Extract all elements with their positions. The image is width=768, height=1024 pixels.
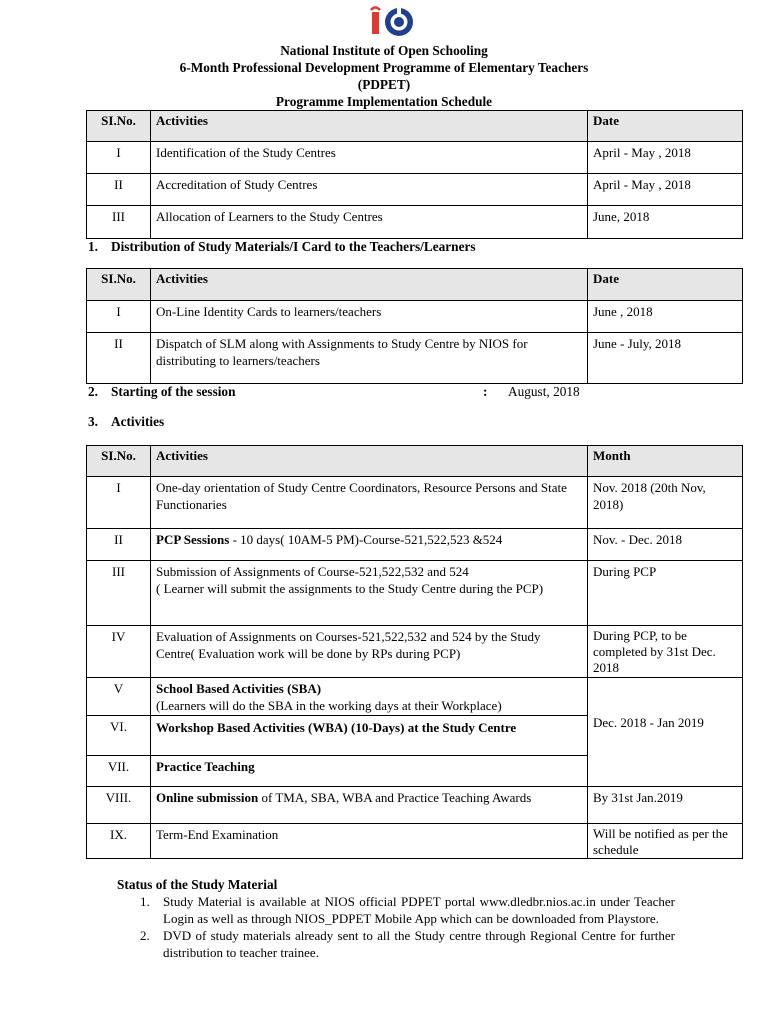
row-month: Nov. 2018 (20th Nov, 2018)	[588, 477, 743, 529]
header-date: Date	[588, 269, 743, 301]
table-row	[87, 174, 743, 206]
header-slno: SI.No.	[87, 446, 151, 477]
row-activity: Dispatch of SLM along with Assignments to Study Centre by NIOS for distributing to learners/teachers	[151, 333, 588, 384]
session-start-date: August, 2018	[508, 384, 580, 399]
item-text: DVD of study materials already sent to all the Study centre through Regional Centre for further distribution to teacher trainee.	[163, 928, 675, 960]
row-slno: II	[87, 333, 151, 384]
activity-bold: School Based Activities (SBA)	[156, 681, 322, 696]
row-activity	[151, 787, 588, 824]
table-row	[87, 787, 743, 824]
header-activities: Activities	[151, 446, 588, 477]
table-row	[87, 206, 743, 239]
activity-bold: Online submission	[156, 790, 259, 805]
row-slno: V	[87, 678, 151, 716]
row-activity	[151, 529, 588, 561]
nios-logo	[367, 5, 423, 41]
table-row	[87, 477, 743, 529]
activity-text: Submission of Assignments of Course-521,522,532 and 524	[156, 564, 469, 579]
activity-text: - 10 days( 10AM-5 PM)-Course-521,522,523 &524	[229, 532, 503, 547]
activities-table	[86, 445, 743, 859]
table-header-row	[87, 446, 743, 477]
section-number: 2.	[88, 384, 98, 399]
list-item	[140, 927, 675, 961]
row-date: April - May , 2018	[588, 174, 743, 206]
row-date: June , 2018	[588, 301, 743, 333]
row-activity: Practice Teaching	[151, 756, 588, 787]
row-month: During PCP	[588, 561, 743, 626]
merged-month-cell: Dec. 2018 - Jan 2019	[588, 678, 743, 787]
section-number: 3.	[88, 414, 98, 429]
header-slno: SI.No.	[87, 111, 151, 142]
header-activities: Activities	[151, 269, 588, 301]
section-title: Starting of the session	[111, 384, 236, 399]
table-row	[87, 333, 743, 384]
section-2-heading	[88, 384, 235, 400]
table-header-row	[87, 269, 743, 301]
table-row	[87, 824, 743, 859]
row-slno: VII.	[87, 756, 151, 787]
table-row	[87, 142, 743, 174]
row-slno: I	[87, 301, 151, 333]
row-activity: Term-End Examination	[151, 824, 588, 859]
row-slno: III	[87, 561, 151, 626]
table-row	[87, 678, 743, 716]
row-slno: IV	[87, 626, 151, 678]
schedule-table-centres	[86, 110, 743, 239]
row-date: April - May , 2018	[588, 142, 743, 174]
row-activity: On-Line Identity Cards to learners/teachers	[151, 301, 588, 333]
status-heading: Status of the Study Material	[117, 877, 278, 892]
item-number: 2.	[140, 928, 150, 943]
section-title: Activities	[111, 414, 165, 429]
row-activity: One-day orientation of Study Centre Coordinators, Resource Persons and State Functionaries	[151, 477, 588, 529]
row-activity: Workshop Based Activities (WBA) (10-Days) at the Study Centre	[151, 716, 588, 756]
row-slno: III	[87, 206, 151, 239]
table-row	[87, 561, 743, 626]
item-number: 1.	[140, 894, 150, 909]
status-list	[140, 893, 675, 961]
row-activity	[151, 561, 588, 626]
row-month: Nov. - Dec. 2018	[588, 529, 743, 561]
activity-note: ( Learner will submit the assignments to the Study Centre during the PCP)	[156, 581, 544, 596]
row-slno: IX.	[87, 824, 151, 859]
row-slno: I	[87, 477, 151, 529]
header-slno: SI.No.	[87, 269, 151, 301]
row-date: June - July, 2018	[588, 333, 743, 384]
table-row	[87, 626, 743, 678]
row-slno: II	[87, 174, 151, 206]
schedule-table-distribution	[86, 268, 743, 384]
row-activity: Allocation of Learners to the Study Centres	[151, 206, 588, 239]
row-slno: I	[87, 142, 151, 174]
row-month: During PCP, to be completed by 31st Dec. 2018	[588, 626, 743, 678]
row-month: Will be notified as per the schedule	[588, 824, 743, 859]
session-colon: :	[483, 384, 488, 399]
row-activity: Accreditation of Study Centres	[151, 174, 588, 206]
institute-name: National Institute of Open Schooling	[280, 43, 488, 58]
section-3-heading	[88, 414, 164, 430]
row-date: June, 2018	[588, 206, 743, 239]
programme-abbr: (PDPET)	[357, 77, 411, 92]
programme-name: 6-Month Professional Development Programme of Elementary Teachers	[179, 60, 589, 75]
table-row	[87, 301, 743, 333]
schedule-title: Programme Implementation Schedule	[275, 94, 493, 109]
section-title: Distribution of Study Materials/I Card to the Teachers/Learners	[111, 239, 476, 254]
row-activity	[151, 678, 588, 716]
header-date: Date	[588, 111, 743, 142]
header-activities: Activities	[151, 111, 588, 142]
activity-text: of TMA, SBA, WBA and Practice Teaching Awards	[258, 790, 532, 805]
section-1-heading	[88, 239, 476, 255]
section-number: 1.	[88, 239, 98, 254]
header-month: Month	[588, 446, 743, 477]
row-month: By 31st Jan.2019	[588, 787, 743, 824]
activity-bold: PCP Sessions	[156, 532, 230, 547]
row-slno: VIII.	[87, 787, 151, 824]
row-slno: VI.	[87, 716, 151, 756]
table-row	[87, 529, 743, 561]
list-item	[140, 893, 675, 927]
row-activity: Evaluation of Assignments on Courses-521,522,532 and 524 by the Study Centre( Evaluation work will be done by RPs during PCP)	[151, 626, 588, 678]
table-header-row	[87, 111, 743, 142]
activity-text: (Learners will do the SBA in the working days at their Workplace)	[156, 698, 502, 713]
row-activity: Identification of the Study Centres	[151, 142, 588, 174]
item-text: Study Material is available at NIOS official PDPET portal www.dledbr.nios.ac.in under Teacher Login as well as through NIOS_PDPET Mobile App which can be downloaded from Playstore.	[163, 894, 675, 926]
row-slno: II	[87, 529, 151, 561]
